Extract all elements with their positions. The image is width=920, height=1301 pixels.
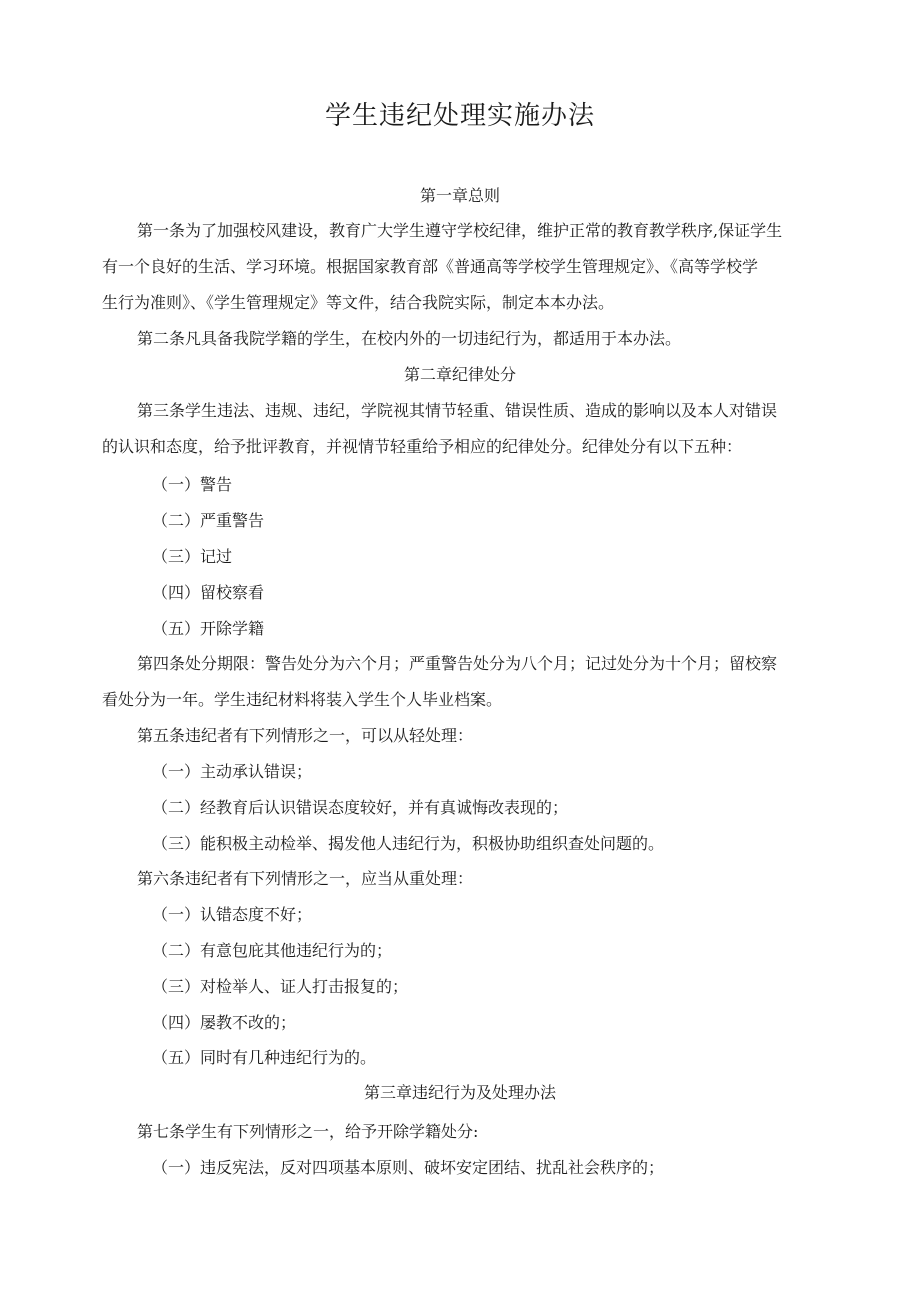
- list-item: （二）经教育后认识错误态度较好，并有真诚悔改表现的；: [152, 798, 569, 817]
- list-item: （二）有意包庇其他违纪行为的；: [152, 941, 393, 960]
- list-item: （二）严重警告: [152, 511, 265, 530]
- list-item: （五）同时有几种违纪行为的。: [152, 1048, 377, 1067]
- list-item: （一）警告: [152, 475, 233, 494]
- article-1-line-1: 第一条为了加强校风建设，教育广大学生遵守学校纪律，维护正常的教育教学秩序,保证学生: [137, 221, 783, 240]
- chapter-heading: 第二章纪律处分: [403, 365, 516, 384]
- article-1-line-3: 生行为准则》、《学生管理规定》等文件，结合我院实际，制定本本办法。: [102, 293, 615, 312]
- article-6: 第六条违纪者有下列情形之一，应当从重处理：: [137, 869, 474, 888]
- list-item: （三）记过: [152, 547, 233, 566]
- article-3-line-2: 的认识和态度，给予批评教育，并视情节轻重给予相应的纪律处分。纪律处分有以下五种：: [102, 437, 743, 456]
- article-4-line-1: 第四条处分期限：警告处分为六个月；严重警告处分为八个月；记过处分为十个月；留校察: [137, 654, 778, 673]
- list-item: （一）主动承认错误；: [152, 762, 313, 781]
- list-item: （一）违反宪法，反对四项基本原则、破坏安定团结、扰乱社会秩序的；: [152, 1158, 665, 1177]
- article-7: 第七条学生有下列情形之一，给予开除学籍处分:: [137, 1122, 479, 1141]
- chapter-heading: 第一章总则: [419, 186, 500, 205]
- article-3-line-1: 第三条学生违法、违规、违纪，学院视其情节轻重、错误性质、造成的影响以及本人对错误: [137, 401, 778, 420]
- article-1-line-2: 有一个良好的生活、学习环境。根据国家教育部《普通高等学校学生管理规定》、《高等学校学: [102, 257, 759, 276]
- chapter-heading: 第三章违纪行为及处理办法: [363, 1083, 556, 1102]
- list-item: （五）开除学籍: [152, 619, 265, 638]
- document-title: 学生违纪处理实施办法: [324, 101, 595, 131]
- list-item: （四）留校察看: [152, 583, 265, 602]
- list-item: （一）认错态度不好；: [152, 905, 313, 924]
- article-2: 第二条凡具备我院学籍的学生，在校内外的一切违纪行为，都适用于本办法。: [137, 329, 682, 348]
- list-item: （三）对检举人、证人打击报复的；: [152, 977, 409, 996]
- list-item: （三）能积极主动检举、揭发他人违纪行为，积极协助组织查处问题的。: [152, 834, 665, 853]
- article-5: 第五条违纪者有下列情形之一，可以从轻处理：: [137, 726, 474, 745]
- article-4-line-2: 看处分为一年。学生违纪材料将装入学生个人毕业档案。: [102, 690, 503, 709]
- list-item: （四）屡教不改的；: [152, 1013, 297, 1032]
